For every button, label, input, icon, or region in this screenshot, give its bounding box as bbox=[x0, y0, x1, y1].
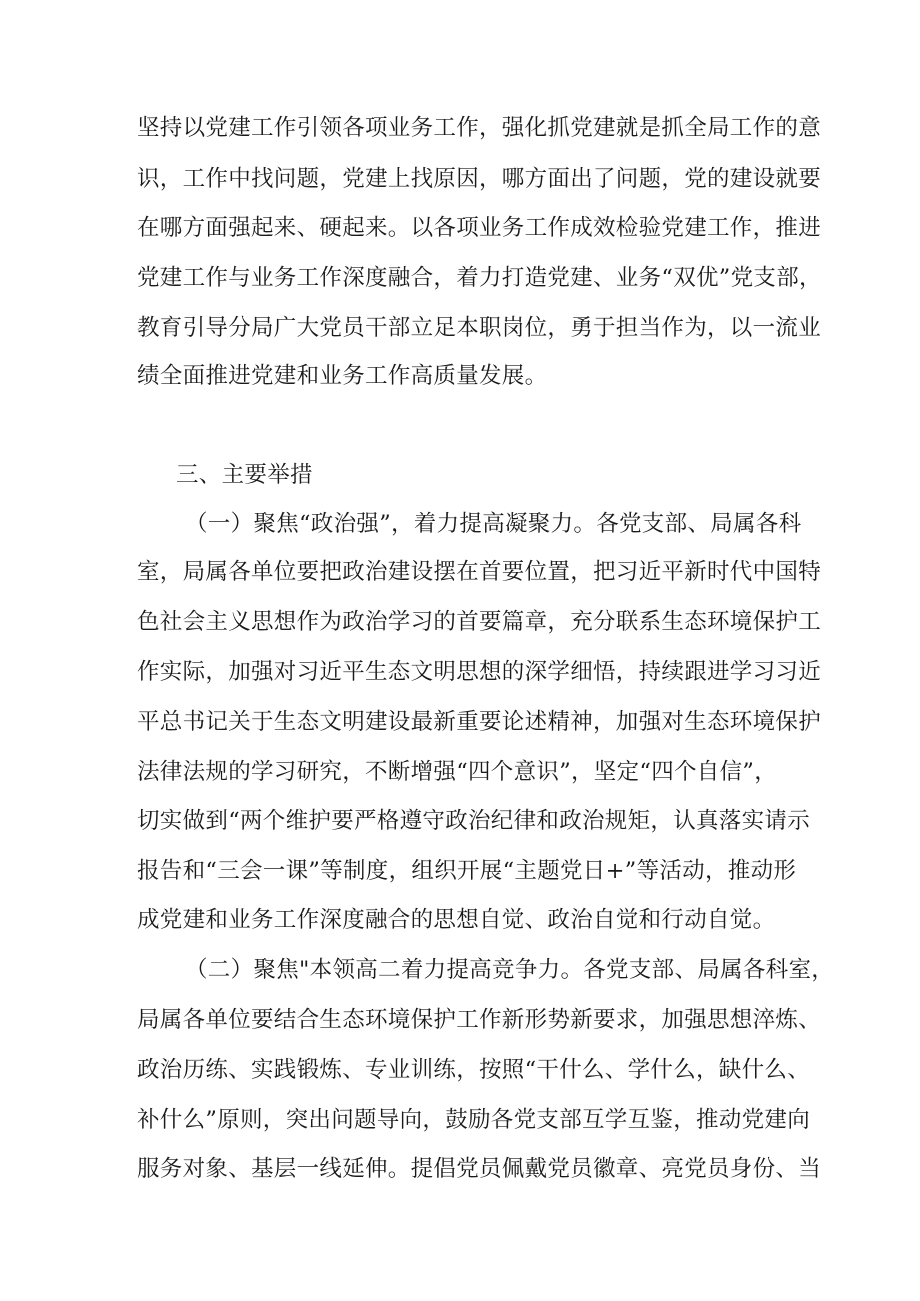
paragraph-line: 教育引导分局广大党员干部立足本职岗位，勇于担当作为，以一流业 bbox=[137, 315, 822, 341]
paragraph-line: 成党建和业务工作深度融合的思想自觉、政治自觉和行动自觉。 bbox=[137, 907, 776, 933]
paragraph-line: 在哪方面强起来、硬起来。以各项业务工作成效检验党建工作，推进 bbox=[137, 215, 822, 241]
paragraph-line: 室，局属各单位要把政治建设摆在首要位置，把习近平新时代中国特 bbox=[137, 559, 822, 585]
paragraph-line: 法律法规的学习研究，不断增强“四个意识”，坚定“四个自信”， bbox=[137, 759, 778, 785]
paragraph-line: 识，工作中找问题，党建上找原因，哪方面出了问题，党的建设就要 bbox=[137, 166, 822, 192]
paragraph-line: 绩全面推进党建和业务工作高质量发展。 bbox=[137, 363, 548, 389]
paragraph-line: （一）聚焦“政治强”，着力提高凝聚力。各党支部、局属各科 bbox=[185, 511, 802, 537]
paragraph-line: 政治历练、实践锻炼、专业训练，按照“干什么、学什么，缺什么、 bbox=[137, 1057, 811, 1083]
paragraph-line: 补什么”原则，突出问题导向，鼓励各党支部互学互鉴，推动党建向 bbox=[137, 1107, 811, 1133]
paragraph-line: （二）聚焦"本领高二着力提高竞争力。各党支部、局属各科室， bbox=[185, 957, 835, 983]
paragraph-line: 局属各单位要结合生态环境保护工作新形势新要求，加强思想淬炼、 bbox=[137, 1007, 822, 1033]
paragraph-line: 坚持以党建工作引领各项业务工作，强化抓党建就是抓全局工作的意 bbox=[137, 115, 822, 141]
paragraph-line: 平总书记关于生态文明建设最新重要论述精神，加强对生态环境保护 bbox=[137, 709, 822, 735]
paragraph-line: 党建工作与业务工作深度融合，着力打造党建、业务“双优”党支部， bbox=[137, 265, 822, 291]
paragraph-line: 服务对象、基层一线延伸。提倡党员佩戴党员徽章、亮党员身份、当 bbox=[137, 1156, 822, 1182]
paragraph-line: 报告和“三会一课”等制度，组织开展“主题党日+”等活动，推动形 bbox=[137, 858, 797, 884]
paragraph-line: 作实际，加强对习近平生态文明思想的深学细悟，持续跟进学习习近 bbox=[137, 659, 822, 685]
paragraph-line: 色社会主义思想作为政治学习的首要篇章，充分联系生态环境保护工 bbox=[137, 609, 822, 635]
section-heading: 三、主要举措 bbox=[176, 462, 313, 488]
paragraph-line: 切实做到“两个维护要严格遵守政治纪律和政治规矩，认真落实请示 bbox=[137, 808, 811, 834]
